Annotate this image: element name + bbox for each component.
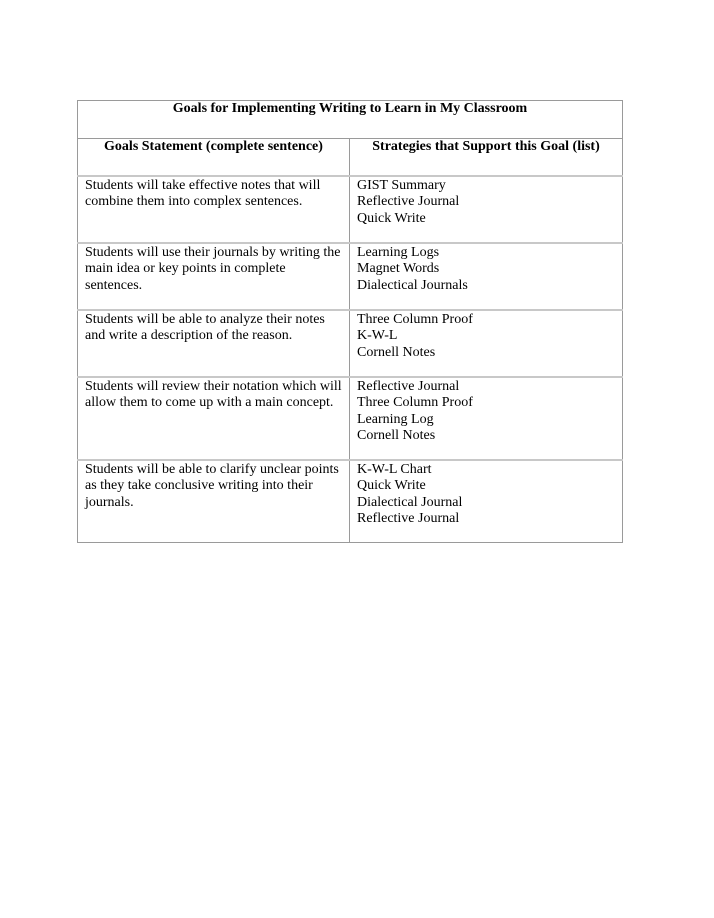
strategies-list: [350, 243, 623, 310]
strategy-item: Reflective Journal: [357, 379, 460, 394]
strategy-item: Magnet Words: [357, 261, 440, 277]
goal-statement: Students will be able to analyze their notes and write a description of the reason.: [78, 310, 350, 377]
table-row: [78, 460, 623, 543]
strategy-item: Dialectical Journal: [357, 494, 463, 510]
strategy-item: Cornell Notes: [357, 344, 436, 360]
header-row: [78, 139, 623, 177]
strategies-column-header: Strategies that Support this Goal (list): [350, 139, 623, 177]
strategy-item: Cornell Notes: [357, 427, 436, 443]
strategy-item: Reflective Journal: [357, 510, 460, 526]
strategy-item: Dialectical Journals: [357, 277, 468, 293]
table-row: [78, 310, 623, 377]
strategy-item: Quick Write: [357, 210, 426, 226]
strategy-item: Quick Write: [357, 478, 426, 494]
title-row: [78, 101, 623, 139]
table-row: [78, 243, 623, 310]
table-row: [78, 176, 623, 243]
strategies-list: [350, 460, 623, 543]
goal-statement: Students will review their notation which will allow them to come up with a main concept.: [78, 377, 350, 460]
strategy-item: Three Column Proof: [357, 395, 473, 411]
goals-table: [77, 100, 623, 543]
goal-column-header: Goals Statement (complete sentence): [78, 139, 350, 177]
strategy-item: Learning Log: [357, 411, 434, 427]
goal-statement: Students will be able to clarify unclear points as they take conclusive writing into their journals.: [78, 460, 350, 543]
goal-statement: Students will take effective notes that will combine them into complex sentences.: [78, 176, 350, 243]
strategies-list: [350, 176, 623, 243]
strategy-item: Three Column Proof: [357, 312, 473, 327]
strategies-list: [350, 310, 623, 377]
strategy-item: GIST Summary: [357, 178, 446, 193]
strategies-list: [350, 377, 623, 460]
strategy-item: Learning Logs: [357, 245, 440, 260]
table-row: [78, 377, 623, 460]
strategy-item: K-W-L: [357, 328, 398, 344]
strategy-item: Reflective Journal: [357, 194, 460, 210]
goal-statement: Students will use their journals by writing the main idea or key points in complete sentences.: [78, 243, 350, 310]
strategy-item: K-W-L Chart: [357, 462, 432, 477]
table-title: Goals for Implementing Writing to Learn in My Classroom: [78, 101, 623, 139]
